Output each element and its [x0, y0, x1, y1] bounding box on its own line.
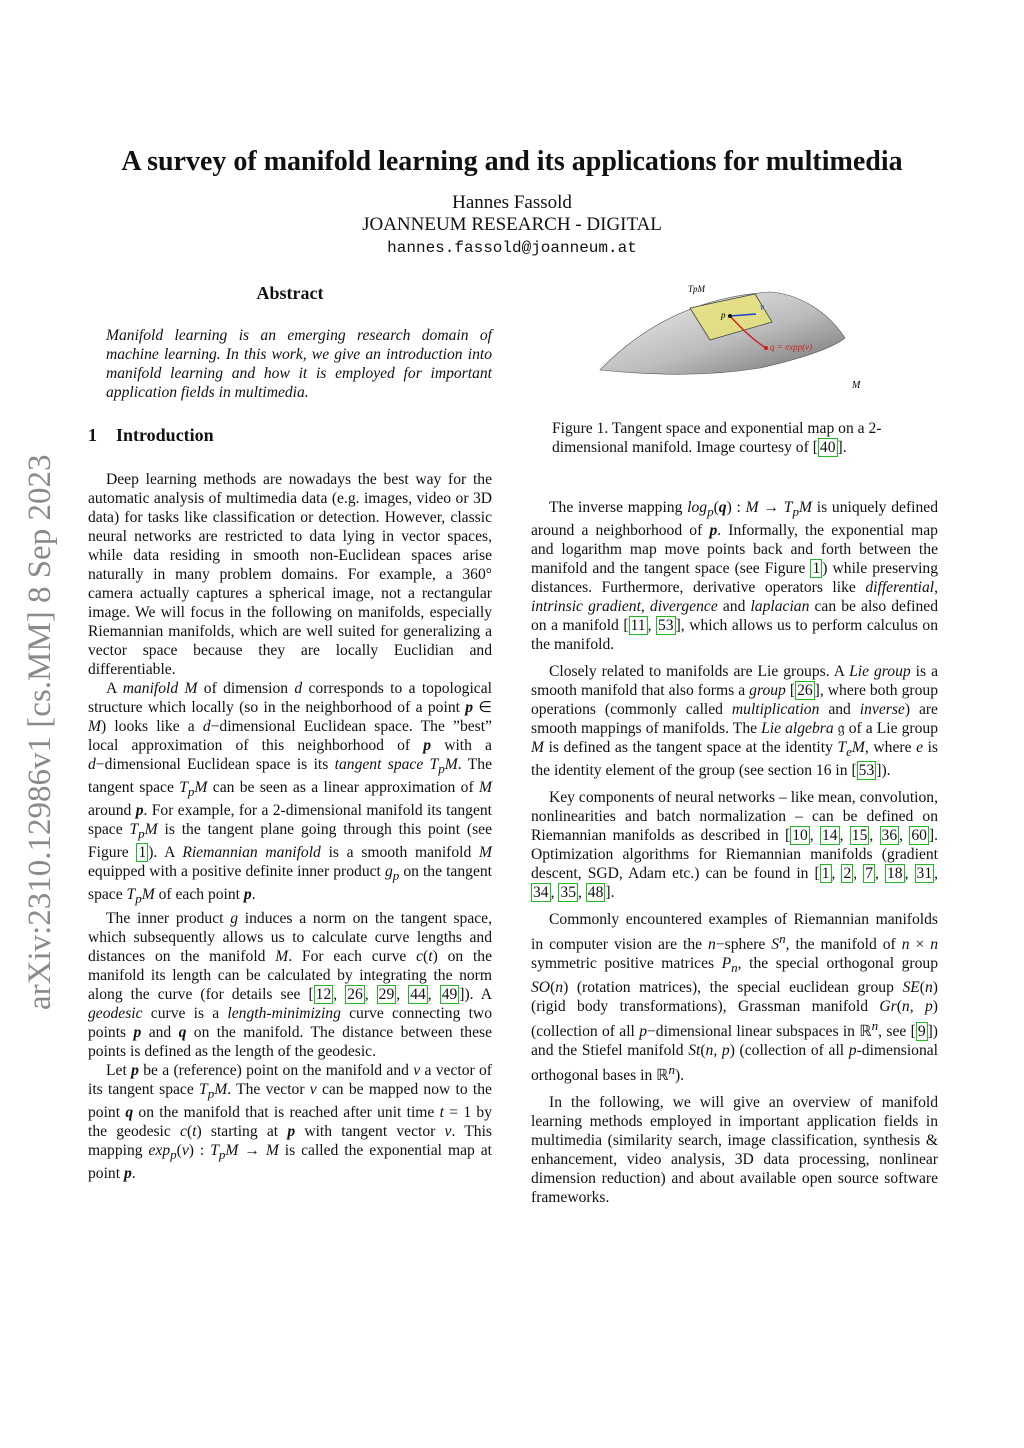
right-column	[531, 498, 938, 1207]
paragraph: In the following, we will give an overview of manifold learning methods employed in important application fields in multimedia (similarity search, image classification, synthesis & enhancement, video analysis, 3D data processing, nonlinear dimension reduction) and about available open source software frameworks.	[531, 1093, 938, 1206]
author-affiliation: JOANNEUM RESEARCH - DIGITAL	[362, 214, 662, 235]
paragraph: Closely related to manifolds are Lie groups. A Lie group is a smooth manifold that also forms a group [ 26 ], where both group operations (commonly called multiplication and inverse) are smooth mappings of manifolds. The Lie algebra 𝔤 of a Lie group M is defined as the tangent space at the identity $T_eM$, where e is the identity element of the group (see section 16 in [ 53 ]).	[531, 663, 939, 780]
paragraph: The inner product g induces a norm on the tangent space, which subsequently allows us to calculate curve lengths and distances on the manifold M. For each curve c(t) on the manifold its length can be calculated by integrating the norm along the curve (for details see [ 12 , 26 , 29 , 44 , 49 ]). A geodesic curve is a length-minimizing curve connecting two points p and q on the manifold. The distance between these points is defined as the length of the geodesic.	[88, 909, 493, 1060]
paper-title: A survey of manifold learning and its applications for multimedia	[121, 146, 903, 177]
section-title: Introduction	[116, 425, 214, 445]
label-p: p	[721, 310, 726, 320]
paragraph: Let p be a (reference) point on the manifold and v a vector of its tangent space $T_pM$. The vector v can be mapped now to the point q on the manifold that is reached after unit time t = 1 by the geodesic c(t) starting at p with tangent vector v. This mapping $\exp_p(v)$ : $T_pM \to M$ is called the exponential map at point p.	[88, 1061, 492, 1182]
section-number: 1	[88, 425, 97, 445]
arxiv-watermark: arXiv:2310.12986v1 [cs.MM] 8 Sep 2023	[22, 454, 58, 1010]
label-v: v	[760, 302, 764, 312]
paragraph: Deep learning methods are nowadays the best way for the automatic analysis of multimedia data (e.g. images, video or 3D data) for tasks like classification or detection. However, classic neural networks are restricted to data lying in vector spaces, while data residing in smooth non-Euclidean spaces arise naturally in many problem domains. For example, a 360° camera actually captures a spherical image, not a rectangular image. We will focus in the following on manifolds, especially Riemannian manifolds, which are well suited for generalizing a vector space because they are locally Euclidian and differentiable.	[88, 471, 492, 678]
abstract-text: Manifold learning is an emerging research domain of machine learning. In this work, we give an introduction into manifold learning and how it is employed for important application fields in multimedia.	[106, 327, 492, 401]
citation-link[interactable]: 40	[819, 439, 836, 456]
label-q: q = expp(v)	[770, 342, 813, 352]
left-column	[88, 470, 492, 1183]
point-q	[764, 346, 768, 350]
caption-end: .	[842, 439, 847, 456]
caption-text: Figure 1. Tangent space and exponential map on a 2-dimensional manifold. Image courtesy of	[552, 420, 882, 456]
author-name: Hannes Fassold	[452, 192, 572, 213]
paragraph: Key components of neural networks – like mean, convolution, nonlinearities and batch normalization – can be defined on Riemannian manifolds as described in [ 10 , 14 , 15 , 36 , 60 ]. Optimization algorithms for Riemannian manifolds (gradient descent, SGD, Adam etc.) can be found in [ 1 , 2 , 7 , 18 , 31 , 34 , 35 , 48 ].	[531, 789, 939, 902]
paragraph: Commonly encountered examples of Riemannian manifolds in computer vision are the n−sphere $S^n$, the manifold of n × n symmetric positive matrices $P_n$, the special orthogonal group SO(n) (rotation matrices), the special euclidean group SE(n) (rigid body transformations), Grassman manifold Gr(n, p) (collection of all p−dimensional linear subspaces in ℝ$^n$, see [ 9 ]) and the Stiefel manifold St(n, p) (collection of all p-dimensional orthogonal bases in ℝ$^n$).	[531, 911, 939, 1084]
paragraph: A manifold M of dimension d corresponds to a topological structure which locally (so in the neighborhood of a point p ∈ M) looks like a d−dimensional Euclidean space. The ”best” local approximation of this neighborhood of p with a d−dimensional Euclidean space is its tangent space $T_pM$. The tangent space $T_pM$ can be seen as a linear approximation of M around p. For example, for a 2-dimensional manifold its tangent space $T_pM$ is the tangent plane going through this point (see Figure 1 ). A Riemannian manifold is a smooth manifold M equipped with a positive definite inner product $g_p$ on the tangent space $T_pM$ of each point p.	[88, 680, 493, 907]
author-email[interactable]: hannes.fassold@joanneum.at	[387, 239, 637, 257]
paragraph: The inverse mapping $\log_p(q)$ : $M \to T_pM$ is uniquely defined around a neighborhood of p. Informally, the exponential map and logarithm map move points back and forth between the manifold and the tangent space (see Figure 1 ) while preserving distances. Furthermore, derivative operators like differential, intrinsic gradient, divergence and laplacian can be also defined on a manifold [ 11 , 53 ], which allows us to perform calculus on the manifold.	[531, 499, 939, 654]
section-heading-introduction	[88, 425, 214, 446]
label-manifold: M	[852, 380, 861, 391]
abstract-heading: Abstract	[256, 283, 324, 303]
figure-caption: Figure 1. Tangent space and exponential map on a 2-dimensional manifold. Image courtesy of [ 40 ].	[552, 420, 882, 456]
label-tangent-space: TpM	[688, 284, 706, 294]
point-p	[728, 314, 732, 318]
figure-tangent-space	[590, 278, 880, 408]
